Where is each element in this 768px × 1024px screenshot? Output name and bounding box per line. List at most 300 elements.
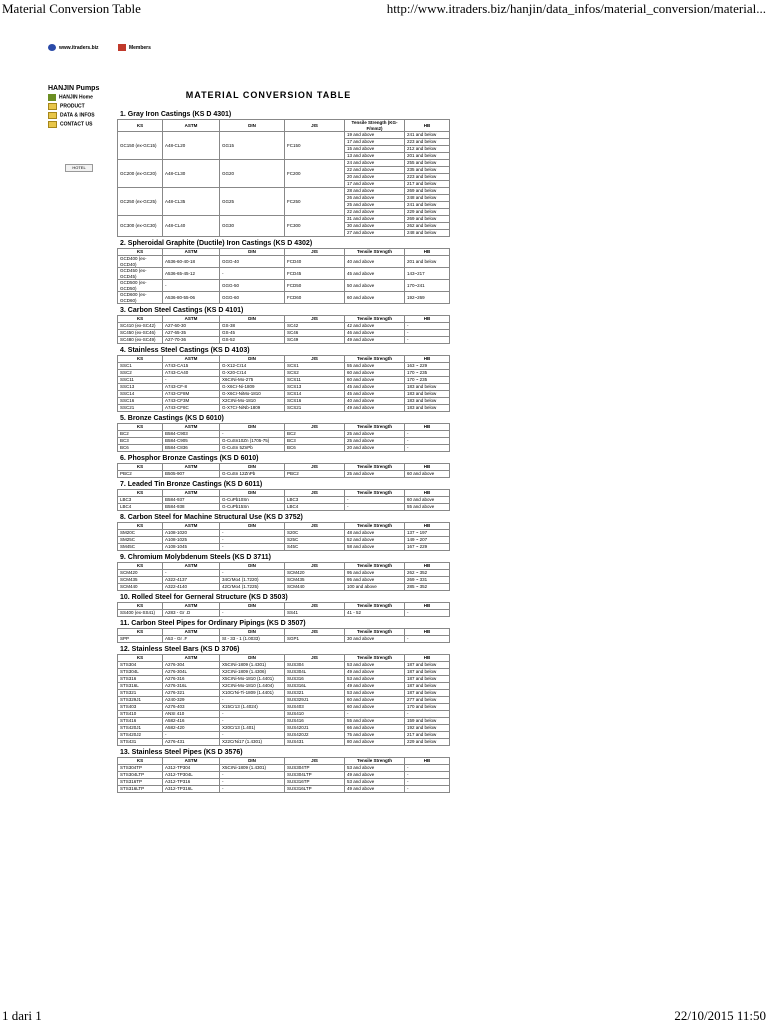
table-cell: - bbox=[405, 772, 450, 779]
section-2 bbox=[117, 240, 437, 304]
table-cell: X6CrNi-Mo-275 bbox=[220, 377, 285, 384]
table-cell: SC42 bbox=[285, 323, 345, 330]
column-header: ASTM bbox=[163, 464, 220, 471]
table-cell: FCD45 bbox=[285, 268, 345, 280]
section-title: 12. Stainless Steel Bars (KS D 3706) bbox=[120, 646, 240, 653]
table-cell: LBC4 bbox=[285, 504, 345, 511]
table-cell: 277 and below bbox=[405, 697, 450, 704]
table-cell: SC46 bbox=[285, 330, 345, 337]
table-cell: G-CuSn10Zn (1705-75) bbox=[220, 438, 285, 445]
section-title: 2. Spheroidal Graphite (Ductile) Iron Castings (KS D 4302) bbox=[120, 240, 313, 247]
table-cell: STS420J2 bbox=[118, 732, 163, 739]
table-cell: B584-C903 bbox=[163, 431, 220, 438]
table-cell: 60 and above bbox=[405, 471, 450, 478]
section-title: 5. Bronze Castings (KS D 6010) bbox=[120, 415, 224, 422]
section-13 bbox=[117, 749, 431, 793]
column-header: ASTM bbox=[163, 120, 220, 132]
table-cell: SPP bbox=[118, 636, 163, 643]
table-cell: A283 - Gr .D bbox=[163, 610, 220, 617]
table-cell: SC410 (ex-SC42) bbox=[118, 323, 163, 330]
table-cell: A312-TP304L bbox=[163, 772, 220, 779]
section-title: 11. Carbon Steel Pipes for Ordinary Pipings (KS D 3507) bbox=[120, 620, 306, 627]
table-header-row bbox=[118, 356, 450, 363]
table-cell: 28 and above bbox=[345, 188, 405, 195]
table-cell: GGG-50 bbox=[220, 280, 285, 292]
table-cell: A48-CL30 bbox=[163, 160, 220, 188]
table-cell: - bbox=[163, 570, 220, 577]
table-cell: X2CrNi-Mo-1810 bbox=[220, 398, 285, 405]
table-row bbox=[118, 732, 450, 739]
table-cell: SCS13 bbox=[285, 384, 345, 391]
house-icon bbox=[48, 94, 56, 101]
table-cell: SCM435 bbox=[118, 577, 163, 584]
table-row bbox=[118, 363, 450, 370]
table-cell: A322-4137 bbox=[163, 577, 220, 584]
conversion-table bbox=[117, 628, 450, 643]
table-cell: 187 and below bbox=[405, 669, 450, 676]
table-cell: A27-65-35 bbox=[163, 330, 220, 337]
table-row bbox=[118, 384, 450, 391]
table-cell: 20 and above bbox=[345, 174, 405, 181]
table-cell: SCM440 bbox=[118, 584, 163, 591]
folder-icon bbox=[48, 121, 57, 128]
column-header: Tensile Strength bbox=[345, 655, 405, 662]
section-title: 13. Stainless Steel Pipes (KS D 3576) bbox=[120, 749, 243, 756]
column-header: JIS bbox=[285, 603, 345, 610]
table-row bbox=[118, 772, 450, 779]
table-cell: 58 and above bbox=[345, 544, 405, 551]
column-header: JIS bbox=[285, 316, 345, 323]
table-cell: SCM440 bbox=[285, 584, 345, 591]
table-cell: GG30 bbox=[220, 216, 285, 237]
table-cell: FC200 bbox=[285, 160, 345, 188]
table-cell: - bbox=[163, 280, 220, 292]
table-cell: SUS410 bbox=[285, 711, 345, 718]
table-cell: 187 and below bbox=[405, 690, 450, 697]
folder-icon bbox=[48, 112, 57, 119]
column-header: KS bbox=[118, 249, 163, 256]
column-header: JIS bbox=[285, 758, 345, 765]
column-header: JIS bbox=[285, 464, 345, 471]
table-cell: SC480 (ex-SC49) bbox=[118, 337, 163, 344]
table-cell: 53 and above bbox=[345, 779, 405, 786]
table-cell: 25 and above bbox=[345, 438, 405, 445]
table-cell: 60 and above bbox=[345, 697, 405, 704]
table-cell: 75 and above bbox=[345, 732, 405, 739]
table-cell: A276-403 bbox=[163, 704, 220, 711]
table-cell: 22 and above bbox=[345, 167, 405, 174]
table-cell: ANSI 410 bbox=[163, 711, 220, 718]
table-cell: 217 and below bbox=[405, 732, 450, 739]
table-cell: - bbox=[405, 431, 450, 438]
table-cell: A53 - Gr .F bbox=[163, 636, 220, 643]
table-cell: SUS316 bbox=[285, 676, 345, 683]
table-cell: A536-65-45-12 bbox=[163, 268, 220, 280]
table-row bbox=[118, 530, 450, 537]
table-cell: G-CuSn 5ZnPb bbox=[220, 445, 285, 452]
table-cell: 49 and above bbox=[345, 683, 405, 690]
section-title: 10. Rolled Steel for Gerneral Structure (KS D 3503) bbox=[120, 594, 288, 601]
table-cell: 25 and above bbox=[345, 431, 405, 438]
table-cell: 241 and below bbox=[405, 202, 450, 209]
table-cell: SUS329J1 bbox=[285, 697, 345, 704]
section-title: 4. Stainless Steel Castings (KS D 4103) bbox=[120, 347, 250, 354]
table-cell: 143~217 bbox=[405, 268, 450, 280]
table-cell: STS304L bbox=[118, 669, 163, 676]
table-cell: A240-329 bbox=[163, 697, 220, 704]
table-cell: 53 and above bbox=[345, 676, 405, 683]
table-header-row bbox=[118, 464, 450, 471]
column-header: KS bbox=[118, 316, 163, 323]
table-cell: 48 and above bbox=[345, 530, 405, 537]
table-header-row bbox=[118, 424, 450, 431]
table-cell: 170~241 bbox=[405, 280, 450, 292]
table-cell: - bbox=[220, 772, 285, 779]
column-header: Tensile Strength bbox=[345, 563, 405, 570]
column-header: KS bbox=[118, 629, 163, 636]
table-cell: 40 and above bbox=[345, 256, 405, 268]
column-header: Tensile Strength bbox=[345, 356, 405, 363]
column-header: JIS bbox=[285, 490, 345, 497]
print-page-number: 1 dari 1 bbox=[2, 1008, 42, 1023]
table-row bbox=[118, 570, 450, 577]
table-cell: 46 and above bbox=[345, 330, 405, 337]
table-cell: B584-937 bbox=[163, 497, 220, 504]
table-cell: SCS11 bbox=[285, 377, 345, 384]
members-icon bbox=[118, 44, 126, 51]
table-cell: 163 ~ 229 bbox=[405, 363, 450, 370]
section-title: 6. Phosphor Bronze Castings (KS D 6010) bbox=[120, 455, 259, 462]
table-cell: GG25 bbox=[220, 188, 285, 216]
table-cell: SUS304 bbox=[285, 662, 345, 669]
table-cell: 229 and below bbox=[405, 739, 450, 746]
table-cell: STS316TP bbox=[118, 779, 163, 786]
column-header: KS bbox=[118, 563, 163, 570]
column-header: HB bbox=[405, 424, 450, 431]
column-header: KS bbox=[118, 464, 163, 471]
table-row bbox=[118, 471, 450, 478]
table-cell: 49 and above bbox=[345, 669, 405, 676]
table-cell: GC150 (ex-GC15) bbox=[118, 132, 163, 160]
table-cell: LBC4 bbox=[118, 504, 163, 511]
table-cell: A108-1020 bbox=[163, 530, 220, 537]
table-row bbox=[118, 739, 450, 746]
table-cell: SCM435 bbox=[285, 577, 345, 584]
table-row bbox=[118, 610, 450, 617]
table-cell: - bbox=[405, 765, 450, 772]
section-11 bbox=[117, 620, 431, 643]
section-10 bbox=[117, 594, 431, 617]
table-cell: 159 and below bbox=[405, 718, 450, 725]
table-row bbox=[118, 497, 450, 504]
table-cell: 170 and below bbox=[405, 704, 450, 711]
table-cell: 60 and above bbox=[345, 370, 405, 377]
column-header: Tensile Strength bbox=[345, 490, 405, 497]
print-footer bbox=[0, 1008, 768, 1024]
table-cell: 19 and above bbox=[345, 132, 405, 139]
table-cell: 183 and below bbox=[405, 391, 450, 398]
table-cell: SM25C bbox=[118, 537, 163, 544]
conversion-table bbox=[117, 463, 450, 478]
table-cell: A276-321 bbox=[163, 690, 220, 697]
sidebar-item-contact[interactable]: CONTACT US bbox=[48, 121, 99, 128]
table-cell: SC49 bbox=[285, 337, 345, 344]
table-cell: 187 and below bbox=[405, 683, 450, 690]
table-cell: SC450 (ex-SC46) bbox=[118, 330, 163, 337]
section-title: 1. Gray Iron Castings (KS D 4301) bbox=[120, 111, 232, 118]
table-cell: X22CrNi17 (1.4301) bbox=[220, 739, 285, 746]
table-cell: FCD50 bbox=[285, 280, 345, 292]
column-header: DIN bbox=[220, 523, 285, 530]
table-cell: - bbox=[345, 711, 405, 718]
table-cell: GCD600 (ex-GCD60) bbox=[118, 292, 163, 304]
table-header-row bbox=[118, 523, 450, 530]
table-cell: BC6 bbox=[285, 445, 345, 452]
column-header: JIS bbox=[285, 424, 345, 431]
sidebar-item-home[interactable]: HANJIN Home bbox=[48, 94, 99, 101]
table-cell: 52 and above bbox=[345, 537, 405, 544]
table-cell: 167 ~ 229 bbox=[405, 544, 450, 551]
table-cell: SCS14 bbox=[285, 391, 345, 398]
table-cell: 30 and above bbox=[345, 636, 405, 643]
sidebar-button[interactable]: HOTEL bbox=[65, 164, 93, 172]
sidebar-item-product[interactable]: PRODUCT bbox=[48, 103, 99, 110]
table-cell: BC3 bbox=[285, 438, 345, 445]
table-cell: 49 and above bbox=[345, 786, 405, 793]
table-cell: - bbox=[405, 438, 450, 445]
table-cell: STS403 bbox=[118, 704, 163, 711]
table-cell: - bbox=[220, 570, 285, 577]
table-header-row bbox=[118, 120, 450, 132]
section-6 bbox=[117, 455, 435, 478]
table-cell: - bbox=[405, 779, 450, 786]
table-cell: 183 and below bbox=[405, 405, 450, 412]
column-header: Tensile Strength bbox=[345, 316, 405, 323]
table-cell: - bbox=[405, 711, 450, 718]
table-cell: 25 and above bbox=[345, 202, 405, 209]
table-cell: 42CrMo4 (1.7225) bbox=[220, 584, 285, 591]
table-header-row bbox=[118, 490, 450, 497]
table-cell: - bbox=[405, 786, 450, 793]
globe-icon bbox=[48, 44, 56, 51]
table-cell: 17 and above bbox=[345, 181, 405, 188]
table-cell: A27-70-36 bbox=[163, 337, 220, 344]
table-cell: SSC13 bbox=[118, 384, 163, 391]
table-cell: 49 and above bbox=[345, 405, 405, 412]
table-cell: GG20 bbox=[220, 160, 285, 188]
table-cell: X2CrNi-1809 (1.4306) bbox=[220, 669, 285, 676]
table-cell: SM45C bbox=[118, 544, 163, 551]
table-cell: 212 and below bbox=[405, 146, 450, 153]
table-cell: 248 and below bbox=[405, 230, 450, 237]
table-cell: A276-316L bbox=[163, 683, 220, 690]
table-cell: 17 and above bbox=[345, 139, 405, 146]
table-cell: SS41 bbox=[285, 610, 345, 617]
table-cell: 269 and below bbox=[405, 216, 450, 223]
column-header: DIN bbox=[220, 655, 285, 662]
table-cell: BC6 bbox=[118, 445, 163, 452]
table-cell: - bbox=[405, 610, 450, 617]
column-header: ASTM bbox=[163, 490, 220, 497]
table-cell: - bbox=[220, 697, 285, 704]
column-header: ASTM bbox=[163, 356, 220, 363]
column-header: HB bbox=[405, 603, 450, 610]
table-cell: STS304 bbox=[118, 662, 163, 669]
table-row bbox=[118, 690, 450, 697]
table-cell: - bbox=[220, 431, 285, 438]
table-cell: 201 and below bbox=[405, 153, 450, 160]
table-row bbox=[118, 398, 450, 405]
table-cell: 170 ~ 235 bbox=[405, 370, 450, 377]
table-cell: - bbox=[220, 718, 285, 725]
table-cell: PBC2 bbox=[285, 471, 345, 478]
table-cell: - bbox=[163, 377, 220, 384]
table-cell: STS316LTP bbox=[118, 786, 163, 793]
table-cell: SCS21 bbox=[285, 405, 345, 412]
column-header: JIS bbox=[285, 249, 345, 256]
table-cell: 45 and above bbox=[345, 268, 405, 280]
column-header: Tensile Strength bbox=[345, 424, 405, 431]
column-header: HB bbox=[405, 120, 450, 132]
column-header: ASTM bbox=[163, 249, 220, 256]
table-cell: SUS416 bbox=[285, 718, 345, 725]
table-cell: SM20C bbox=[118, 530, 163, 537]
conversion-table bbox=[117, 757, 450, 793]
section-4 bbox=[117, 347, 437, 412]
table-cell: 45 and above bbox=[345, 391, 405, 398]
column-header: JIS bbox=[285, 563, 345, 570]
table-cell: GC300 (ex-GC30) bbox=[118, 216, 163, 237]
table-header-row bbox=[118, 629, 450, 636]
table-row bbox=[118, 405, 450, 412]
table-cell: A276-304L bbox=[163, 669, 220, 676]
table-cell: 41 - 52 bbox=[345, 610, 405, 617]
table-cell: - bbox=[405, 445, 450, 452]
top-links bbox=[48, 44, 151, 51]
table-cell: 80 and above bbox=[345, 739, 405, 746]
column-header: KS bbox=[118, 655, 163, 662]
table-cell: 55 and above bbox=[345, 718, 405, 725]
table-cell: 269 and below bbox=[405, 188, 450, 195]
table-cell: 13 and above bbox=[345, 153, 405, 160]
table-row bbox=[118, 132, 450, 139]
table-cell: 25 and above bbox=[345, 471, 405, 478]
table-cell: LBC3 bbox=[118, 497, 163, 504]
table-cell: 192 and below bbox=[405, 725, 450, 732]
table-cell: BC2 bbox=[285, 431, 345, 438]
sidebar-item-data-infos[interactable]: DATA & INFOS bbox=[48, 112, 99, 119]
print-header bbox=[0, 0, 768, 16]
folder-icon bbox=[48, 103, 57, 110]
table-row bbox=[118, 280, 450, 292]
table-cell: SCM420 bbox=[118, 570, 163, 577]
table-cell: SCS2 bbox=[285, 370, 345, 377]
table-cell: G-CuPb15Sn bbox=[220, 504, 285, 511]
column-header: DIN bbox=[220, 758, 285, 765]
table-cell: SSC16 bbox=[118, 398, 163, 405]
table-cell: 183 and below bbox=[405, 384, 450, 391]
column-header: HB bbox=[405, 249, 450, 256]
table-cell: SUS316LTP bbox=[285, 786, 345, 793]
table-cell: SSC14 bbox=[118, 391, 163, 398]
conversion-table bbox=[117, 654, 450, 746]
top-link-members[interactable]: Members bbox=[118, 44, 151, 51]
table-cell: - bbox=[220, 786, 285, 793]
table-cell: - bbox=[220, 544, 285, 551]
table-cell: 235 and below bbox=[405, 167, 450, 174]
table-cell: STS316L bbox=[118, 683, 163, 690]
table-cell: A48-CL40 bbox=[163, 216, 220, 237]
table-cell: GS-38 bbox=[220, 323, 285, 330]
table-cell: 49 and above bbox=[345, 772, 405, 779]
table-cell: 285 ~ 352 bbox=[405, 584, 450, 591]
sections-container bbox=[117, 111, 437, 793]
section-title: 3. Carbon Steel Castings (KS D 4101) bbox=[120, 307, 244, 314]
table-cell: 26 and above bbox=[345, 195, 405, 202]
table-row bbox=[118, 711, 450, 718]
column-header: HB bbox=[405, 523, 450, 530]
table-cell: GS-52 bbox=[220, 337, 285, 344]
section-8 bbox=[117, 514, 431, 551]
section-12 bbox=[117, 646, 437, 746]
table-row bbox=[118, 377, 450, 384]
table-cell: PBC2 bbox=[118, 471, 163, 478]
table-cell: 223 and below bbox=[405, 139, 450, 146]
column-header: DIN bbox=[220, 490, 285, 497]
table-cell: STS431 bbox=[118, 739, 163, 746]
table-cell: - bbox=[405, 330, 450, 337]
table-cell: SCM420 bbox=[285, 570, 345, 577]
table-cell: GC250 (ex-GC25) bbox=[118, 188, 163, 216]
table-cell: A582-420 bbox=[163, 725, 220, 732]
column-header: ASTM bbox=[163, 563, 220, 570]
table-cell: FC300 bbox=[285, 216, 345, 237]
table-row bbox=[118, 370, 450, 377]
table-cell: - bbox=[220, 779, 285, 786]
table-cell: B584-C905 bbox=[163, 438, 220, 445]
table-row bbox=[118, 216, 450, 223]
conversion-table bbox=[117, 355, 450, 412]
table-cell: GCD500 (ex-GCD50) bbox=[118, 280, 163, 292]
column-header: ASTM bbox=[163, 655, 220, 662]
column-header: KS bbox=[118, 424, 163, 431]
table-row bbox=[118, 292, 450, 304]
table-row bbox=[118, 537, 450, 544]
table-row bbox=[118, 330, 450, 337]
table-row bbox=[118, 683, 450, 690]
table-cell: FC150 bbox=[285, 132, 345, 160]
top-link-itraders[interactable]: www.itraders.biz bbox=[48, 44, 99, 51]
table-cell: 187 and below bbox=[405, 662, 450, 669]
table-cell: A48-CL20 bbox=[163, 132, 220, 160]
table-cell: 229 and below bbox=[405, 209, 450, 216]
table-cell: S25C bbox=[285, 537, 345, 544]
table-cell: - bbox=[220, 711, 285, 718]
table-cell: GG15 bbox=[220, 132, 285, 160]
table-cell: 15 and above bbox=[345, 146, 405, 153]
sidebar-title: HANJIN Pumps bbox=[48, 85, 100, 92]
table-cell: 170 ~ 235 bbox=[405, 377, 450, 384]
table-cell: SSC2 bbox=[118, 370, 163, 377]
print-title: Material Conversion Table bbox=[2, 1, 141, 16]
column-header: KS bbox=[118, 490, 163, 497]
table-cell: 60 and above bbox=[405, 497, 450, 504]
table-cell: STS304LTP bbox=[118, 772, 163, 779]
table-cell: A743-CF-8 bbox=[163, 384, 220, 391]
table-row bbox=[118, 391, 450, 398]
section-7 bbox=[117, 481, 435, 511]
print-datetime: 22/10/2015 11:50 bbox=[674, 1008, 766, 1023]
